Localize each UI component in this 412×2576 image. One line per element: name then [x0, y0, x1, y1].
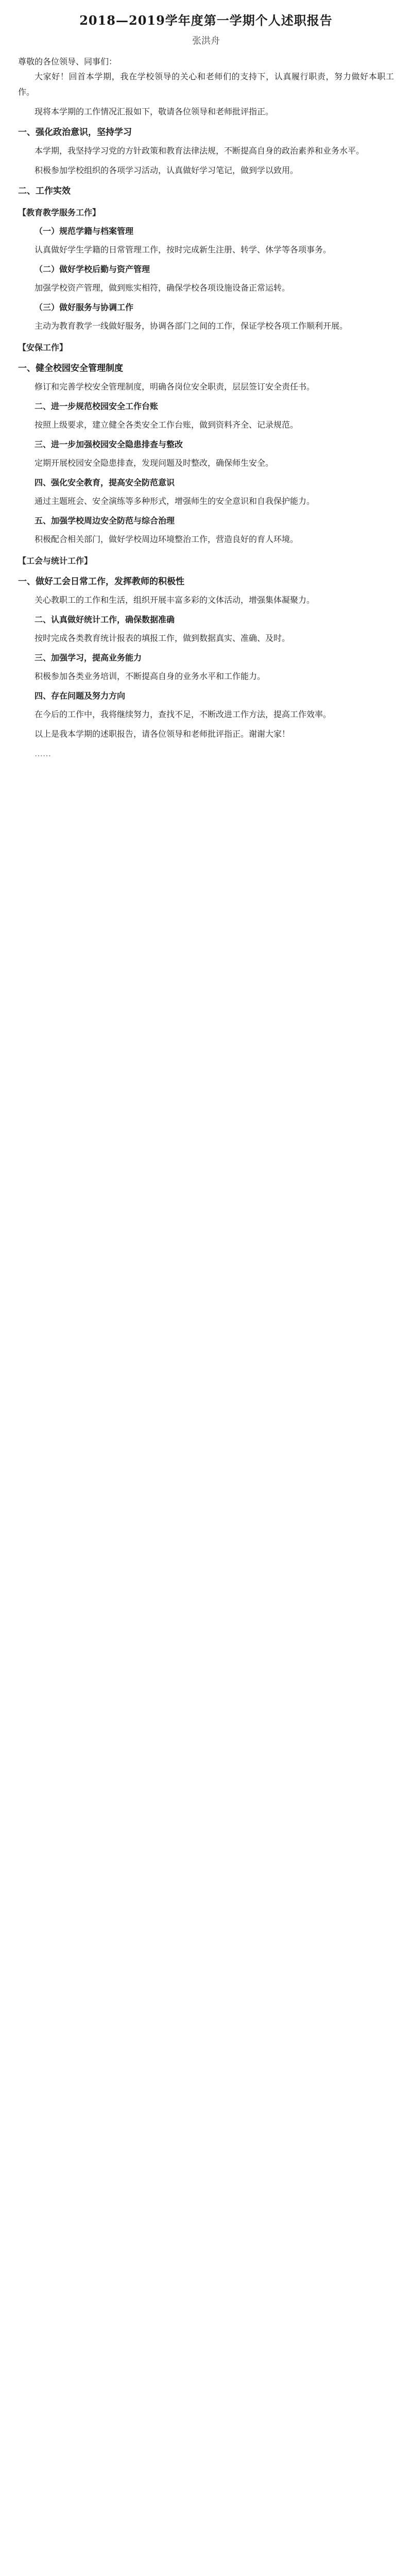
subsection-paragraph: 定期开展校园安全隐患排查，发现问题及时整改，确保师生安全。	[35, 458, 274, 468]
intro-paragraph: 现将本学期的工作情况汇报如下，敬请各位领导和老师批评指正。	[35, 107, 274, 116]
subsection-heading: 二、认真做好统计工作，确保数据准确	[35, 615, 175, 624]
subsection-paragraph: 加强学校资产管理，做到账实相符，确保学校各项设施设备正常运转。	[35, 283, 290, 293]
subsection-heading: 三、加强学习，提高业务能力	[35, 653, 142, 663]
subsection-paragraph: 积极配合相关部门，做好学校周边环境整治工作，营造良好的育人环境。	[35, 534, 299, 544]
section-heading: 二、工作实效	[18, 186, 71, 196]
report-author: 张洪舟	[192, 36, 220, 46]
subsection-heading: （二）做好学校后勤与资产管理	[35, 264, 150, 274]
section-paragraph: 关心教职工的工作和生活，组织开展丰富多彩的文体活动，增强集体凝聚力。	[35, 595, 315, 605]
report-section	[18, 553, 394, 722]
section-heading: 一、强化政治意识，坚持学习	[18, 127, 132, 138]
section-tag: 【教育教学服务工作】	[18, 208, 101, 217]
report-document	[18, 0, 394, 761]
subsection-paragraph: 按时完成各类教育统计报表的填报工作，做到数据真实、准确、及时。	[35, 633, 290, 643]
subsection-heading: 二、进一步规范校园安全工作台账	[35, 401, 159, 411]
section-paragraph: 积极参加学校组织的各项学习活动，认真做好学习笔记，做到学以致用。	[35, 165, 299, 175]
section-heading: 一、做好工会日常工作，发挥教师的积极性	[18, 577, 184, 587]
subsection-paragraph: 积极参加各类业务培训，不断提高自身的业务水平和工作能力。	[35, 671, 266, 681]
salutation: 尊敬的各位领导、同事们：	[18, 57, 117, 66]
ellipsis: ……	[35, 749, 51, 758]
subsection-paragraph: 按照上级要求，建立健全各类安全工作台账，做到资料齐全、记录规范。	[35, 420, 299, 430]
section-paragraph: 本学期，我坚持学习党的方针政策和教育法律法规，不断提高自身的政治素养和业务水平。	[35, 146, 365, 156]
subsection-paragraph: 在今后的工作中，我将继续努力，查找不足，不断改进工作方法，提高工作效率。	[35, 709, 332, 719]
subsection-heading: （一）规范学籍与档案管理	[35, 226, 134, 236]
section-heading: 一、健全校园安全管理制度	[18, 363, 123, 374]
report-body	[18, 125, 394, 722]
subsection-paragraph: 认真做好学生学籍的日常管理工作，按时完成新生注册、转学、休学等各项事务。	[35, 245, 332, 255]
intro-paragraph: 大家好！回首本学期，我在学校领导的关心和老师们的支持下，认真履行职责，努力做好本职工作。	[18, 72, 394, 97]
subsection-paragraph: 主动为教育教学一线做好服务，协调各部门之间的工作，保证学校各项工作顺利开展。	[35, 321, 348, 331]
report-section	[18, 125, 394, 178]
report-section	[18, 183, 394, 199]
report-section	[18, 340, 394, 547]
subsection-heading: 四、存在问题及努力方向	[35, 691, 126, 701]
section-tag: 【安保工作】	[18, 343, 68, 352]
subsection-heading: 五、加强学校周边安全防范与综合治理	[35, 516, 175, 526]
report-title: 2018—2019学年度第一学期个人述职报告	[79, 13, 333, 28]
section-tag: 【工会与统计工作】	[18, 556, 93, 566]
subsection-heading: （三）做好服务与协调工作	[35, 302, 134, 312]
subsection-heading: 四、强化安全教育，提高安全防范意识	[35, 478, 175, 487]
report-section	[18, 205, 394, 334]
closing-paragraph: 以上是我本学期的述职报告，请各位领导和老师批评指正。谢谢大家！	[35, 729, 290, 739]
section-paragraph: 修订和完善学校安全管理制度，明确各岗位安全职责，层层签订安全责任书。	[35, 382, 315, 392]
intro-section	[18, 69, 394, 120]
subsection-heading: 三、进一步加强校园安全隐患排查与整改	[35, 439, 183, 449]
subsection-paragraph: 通过主题班会、安全演练等多种形式，增强师生的安全意识和自我保护能力。	[35, 496, 315, 506]
